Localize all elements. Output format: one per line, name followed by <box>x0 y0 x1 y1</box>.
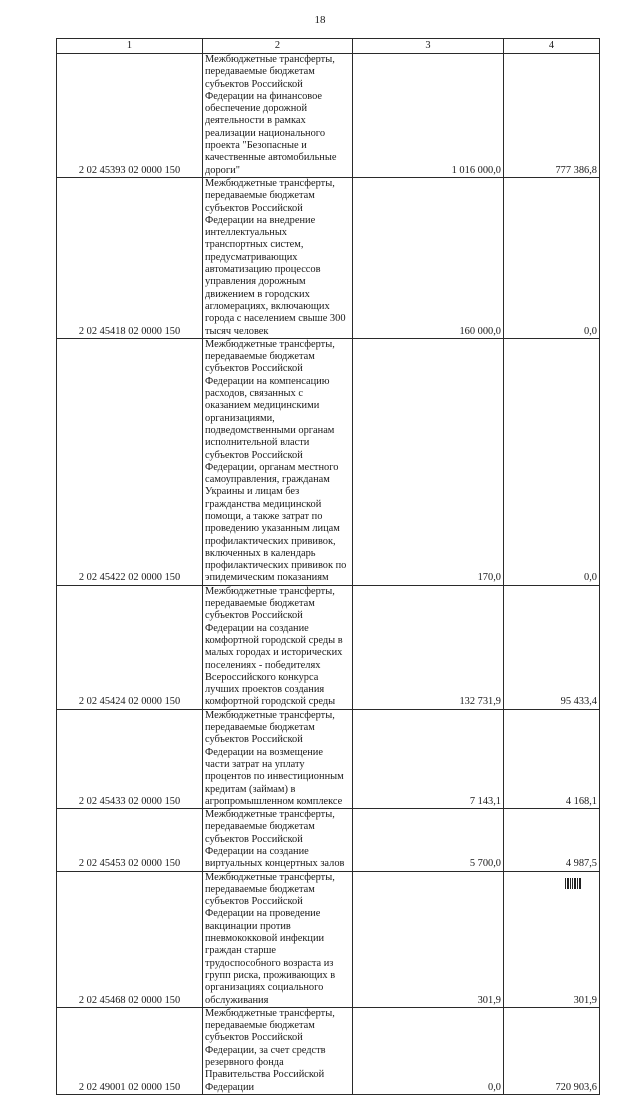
budget-code: 2 02 49001 02 0000 150 <box>57 1007 203 1094</box>
table-row <box>57 709 600 808</box>
budget-code: 2 02 45424 02 0000 150 <box>57 585 203 709</box>
table-row <box>57 1007 600 1094</box>
plan-amount: 132 731,9 <box>353 585 504 709</box>
actual-amount: 301,9 <box>504 871 600 1007</box>
scan-barcode-mark <box>565 878 585 889</box>
table-row <box>57 871 600 1007</box>
plan-amount: 1 016 000,0 <box>353 54 504 178</box>
actual-amount: 720 903,6 <box>504 1007 600 1094</box>
plan-amount: 0,0 <box>353 1007 504 1094</box>
table-row <box>57 809 600 871</box>
plan-amount: 301,9 <box>353 871 504 1007</box>
transfer-description: Межбюджетные трансферты, передаваемые бюджетам субъектов Российской Федерации, за счет средств резервного фонда Правительства Российской Федерации <box>203 1007 353 1094</box>
header-description: 2 <box>203 39 353 54</box>
transfer-description: Межбюджетные трансферты, передаваемые бюджетам субъектов Российской Федерации на компенсацию расходов, связанных с оказанием медицинскими организациями, подведомственными органам исполнительной власти субъектов Российской Федерации, органам местного самоуправления, гражданам Украины и лицам без гражданства медицинской помощи, а также затрат по проведению указанным лицам профилактических прививок, включенных в календарь профилактических прививок по эпидемическим показаниям <box>203 338 353 585</box>
plan-amount: 160 000,0 <box>353 177 504 338</box>
transfer-description: Межбюджетные трансферты, передаваемые бюджетам субъектов Российской Федерации на финансовое обеспечение дорожной деятельности в рамках реализации национального проекта "Безопасные и качественные автомобильные дороги" <box>203 54 353 178</box>
transfer-description: Межбюджетные трансферты, передаваемые бюджетам субъектов Российской Федерации на создание комфортной городской среды в малых городах и исторических поселениях - победителях Всероссийского конкурса лучших проектов создания комфортной городской среды <box>203 585 353 709</box>
table-row <box>57 338 600 585</box>
table-row <box>57 54 600 178</box>
header-plan: 3 <box>353 39 504 54</box>
budget-code: 2 02 45453 02 0000 150 <box>57 809 203 871</box>
actual-amount: 0,0 <box>504 338 600 585</box>
table-row <box>57 585 600 709</box>
budget-code: 2 02 45418 02 0000 150 <box>57 177 203 338</box>
budget-code: 2 02 45393 02 0000 150 <box>57 54 203 178</box>
table-header-row <box>57 39 600 54</box>
plan-amount: 7 143,1 <box>353 709 504 808</box>
transfer-description: Межбюджетные трансферты, передаваемые бюджетам субъектов Российской Федерации на возмещение части затрат на уплату процентов по инвестиционным кредитам (займам) в агропромышленном комплексе <box>203 709 353 808</box>
table-row <box>57 177 600 338</box>
plan-amount: 170,0 <box>353 338 504 585</box>
actual-amount: 4 987,5 <box>504 809 600 871</box>
actual-amount: 0,0 <box>504 177 600 338</box>
plan-amount: 5 700,0 <box>353 809 504 871</box>
transfer-description: Межбюджетные трансферты, передаваемые бюджетам субъектов Российской Федерации на внедрение интеллектуальных транспортных систем, предусматривающих автоматизацию процессов управления дорожным движением в городских агломерациях, включающих города с населением свыше 300 тысяч человек <box>203 177 353 338</box>
actual-amount: 95 433,4 <box>504 585 600 709</box>
actual-amount: 4 168,1 <box>504 709 600 808</box>
header-code: 1 <box>57 39 203 54</box>
transfer-description: Межбюджетные трансферты, передаваемые бюджетам субъектов Российской Федерации на проведение вакцинации против пневмококковой инфекции граждан старше трудоспособного возраста из групп риска, проживающих в организациях социального обслуживания <box>203 871 353 1007</box>
budget-table <box>56 38 600 1095</box>
page-number: 18 <box>314 14 326 26</box>
header-actual: 4 <box>504 39 600 54</box>
transfer-description: Межбюджетные трансферты, передаваемые бюджетам субъектов Российской Федерации на создание виртуальных концертных залов <box>203 809 353 871</box>
actual-amount: 777 386,8 <box>504 54 600 178</box>
budget-code: 2 02 45433 02 0000 150 <box>57 709 203 808</box>
budget-code: 2 02 45422 02 0000 150 <box>57 338 203 585</box>
budget-code: 2 02 45468 02 0000 150 <box>57 871 203 1007</box>
